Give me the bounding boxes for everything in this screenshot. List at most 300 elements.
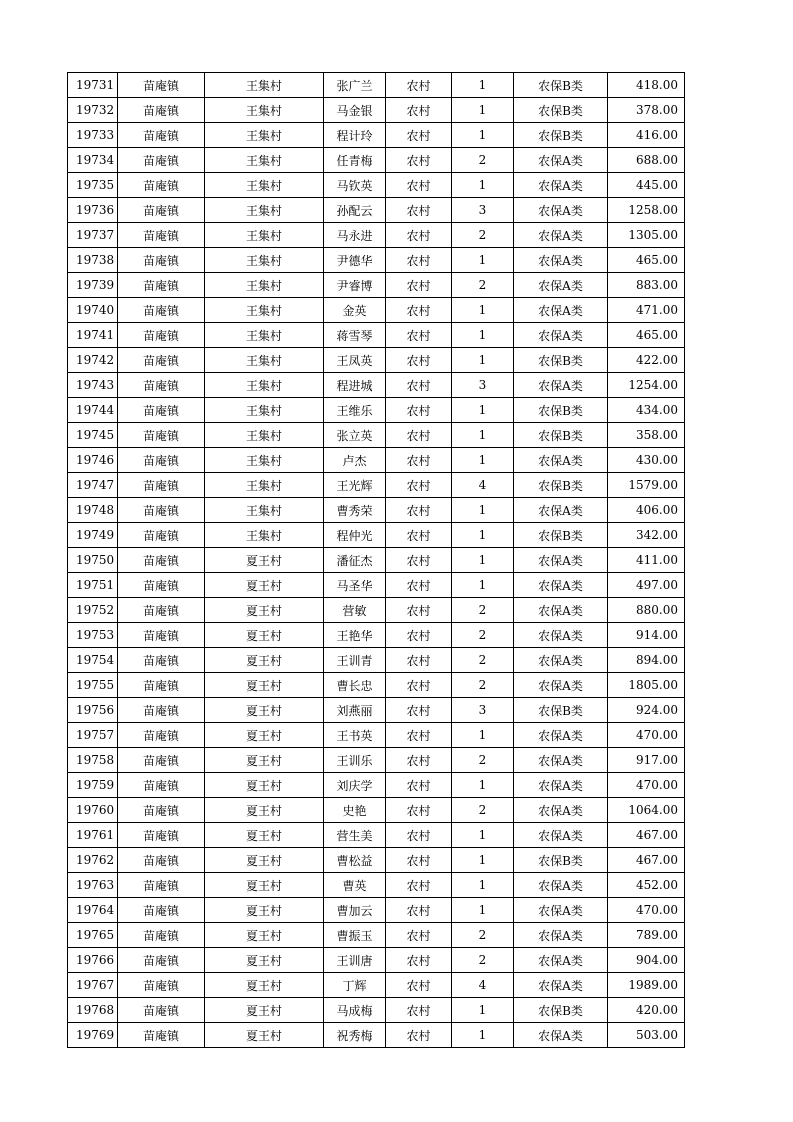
person-count-cell: 1 xyxy=(452,98,514,123)
insurance-category-cell: 农保A类 xyxy=(514,923,608,948)
record-id-cell: 19740 xyxy=(68,298,118,323)
table-row xyxy=(68,223,685,248)
town-cell: 苗庵镇 xyxy=(118,998,205,1023)
name-cell: 王训唐 xyxy=(324,948,386,973)
name-cell: 刘燕丽 xyxy=(324,698,386,723)
village-cell: 夏王村 xyxy=(205,773,324,798)
village-cell: 夏王村 xyxy=(205,648,324,673)
record-id-cell: 19749 xyxy=(68,523,118,548)
table-row xyxy=(68,323,685,348)
table-row xyxy=(68,848,685,873)
table-row xyxy=(68,448,685,473)
town-cell: 苗庵镇 xyxy=(118,748,205,773)
amount-cell: 1258.00 xyxy=(608,198,685,223)
record-id-cell: 19767 xyxy=(68,973,118,998)
amount-cell: 467.00 xyxy=(608,823,685,848)
record-id-cell: 19763 xyxy=(68,873,118,898)
amount-cell: 406.00 xyxy=(608,498,685,523)
record-id-cell: 19738 xyxy=(68,248,118,273)
town-cell: 苗庵镇 xyxy=(118,448,205,473)
household-type-cell: 农村 xyxy=(386,373,452,398)
record-id-cell: 19762 xyxy=(68,848,118,873)
name-cell: 程进城 xyxy=(324,373,386,398)
household-type-cell: 农村 xyxy=(386,598,452,623)
insurance-category-cell: 农保A类 xyxy=(514,798,608,823)
amount-cell: 883.00 xyxy=(608,273,685,298)
record-id-cell: 19766 xyxy=(68,948,118,973)
person-count-cell: 2 xyxy=(452,798,514,823)
village-cell: 夏王村 xyxy=(205,873,324,898)
town-cell: 苗庵镇 xyxy=(118,898,205,923)
table-row xyxy=(68,623,685,648)
household-type-cell: 农村 xyxy=(386,773,452,798)
village-cell: 夏王村 xyxy=(205,673,324,698)
insurance-category-cell: 农保A类 xyxy=(514,723,608,748)
name-cell: 丁辉 xyxy=(324,973,386,998)
person-count-cell: 1 xyxy=(452,423,514,448)
insurance-category-cell: 农保A类 xyxy=(514,598,608,623)
record-id-cell: 19758 xyxy=(68,748,118,773)
household-type-cell: 农村 xyxy=(386,123,452,148)
insurance-category-cell: 农保B类 xyxy=(514,998,608,1023)
table-row xyxy=(68,823,685,848)
table-row xyxy=(68,948,685,973)
household-type-cell: 农村 xyxy=(386,948,452,973)
household-type-cell: 农村 xyxy=(386,798,452,823)
insurance-category-cell: 农保A类 xyxy=(514,823,608,848)
village-cell: 王集村 xyxy=(205,448,324,473)
person-count-cell: 1 xyxy=(452,398,514,423)
table-row xyxy=(68,198,685,223)
amount-cell: 503.00 xyxy=(608,1023,685,1048)
name-cell: 曹秀荣 xyxy=(324,498,386,523)
town-cell: 苗庵镇 xyxy=(118,848,205,873)
amount-cell: 470.00 xyxy=(608,773,685,798)
insurance-category-cell: 农保A类 xyxy=(514,223,608,248)
person-count-cell: 1 xyxy=(452,773,514,798)
person-count-cell: 1 xyxy=(452,998,514,1023)
record-id-cell: 19769 xyxy=(68,1023,118,1048)
person-count-cell: 1 xyxy=(452,348,514,373)
amount-cell: 917.00 xyxy=(608,748,685,773)
table-row xyxy=(68,298,685,323)
table-row xyxy=(68,398,685,423)
record-id-cell: 19750 xyxy=(68,548,118,573)
village-cell: 王集村 xyxy=(205,323,324,348)
table-row xyxy=(68,73,685,98)
household-type-cell: 农村 xyxy=(386,98,452,123)
household-type-cell: 农村 xyxy=(386,923,452,948)
table-row xyxy=(68,673,685,698)
household-type-cell: 农村 xyxy=(386,1023,452,1048)
name-cell: 马成梅 xyxy=(324,998,386,1023)
insurance-category-cell: 农保B类 xyxy=(514,473,608,498)
insurance-category-cell: 农保B类 xyxy=(514,348,608,373)
village-cell: 王集村 xyxy=(205,173,324,198)
insurance-category-cell: 农保B类 xyxy=(514,848,608,873)
village-cell: 王集村 xyxy=(205,123,324,148)
record-id-cell: 19732 xyxy=(68,98,118,123)
name-cell: 马钦英 xyxy=(324,173,386,198)
household-type-cell: 农村 xyxy=(386,648,452,673)
name-cell: 曹长忠 xyxy=(324,673,386,698)
village-cell: 王集村 xyxy=(205,248,324,273)
table-row xyxy=(68,973,685,998)
amount-cell: 894.00 xyxy=(608,648,685,673)
name-cell: 曹振玉 xyxy=(324,923,386,948)
name-cell: 尹德华 xyxy=(324,248,386,273)
insurance-category-cell: 农保A类 xyxy=(514,948,608,973)
amount-cell: 358.00 xyxy=(608,423,685,448)
person-count-cell: 2 xyxy=(452,273,514,298)
village-cell: 王集村 xyxy=(205,348,324,373)
person-count-cell: 2 xyxy=(452,648,514,673)
town-cell: 苗庵镇 xyxy=(118,723,205,748)
table-row xyxy=(68,898,685,923)
name-cell: 刘庆学 xyxy=(324,773,386,798)
town-cell: 苗庵镇 xyxy=(118,248,205,273)
name-cell: 祝秀梅 xyxy=(324,1023,386,1048)
name-cell: 王凤英 xyxy=(324,348,386,373)
person-count-cell: 2 xyxy=(452,148,514,173)
household-type-cell: 农村 xyxy=(386,898,452,923)
table-row xyxy=(68,748,685,773)
town-cell: 苗庵镇 xyxy=(118,398,205,423)
town-cell: 苗庵镇 xyxy=(118,973,205,998)
person-count-cell: 1 xyxy=(452,248,514,273)
village-cell: 王集村 xyxy=(205,523,324,548)
town-cell: 苗庵镇 xyxy=(118,548,205,573)
person-count-cell: 1 xyxy=(452,498,514,523)
insurance-category-cell: 农保A类 xyxy=(514,498,608,523)
insurance-category-cell: 农保A类 xyxy=(514,148,608,173)
insurance-category-cell: 农保B类 xyxy=(514,398,608,423)
person-count-cell: 2 xyxy=(452,948,514,973)
record-id-cell: 19743 xyxy=(68,373,118,398)
town-cell: 苗庵镇 xyxy=(118,523,205,548)
record-id-cell: 19735 xyxy=(68,173,118,198)
village-cell: 夏王村 xyxy=(205,998,324,1023)
insurance-category-cell: 农保A类 xyxy=(514,298,608,323)
person-count-cell: 1 xyxy=(452,1023,514,1048)
village-cell: 夏王村 xyxy=(205,823,324,848)
village-cell: 王集村 xyxy=(205,423,324,448)
household-type-cell: 农村 xyxy=(386,673,452,698)
table-row xyxy=(68,98,685,123)
insurance-category-cell: 农保A类 xyxy=(514,648,608,673)
town-cell: 苗庵镇 xyxy=(118,198,205,223)
record-id-cell: 19761 xyxy=(68,823,118,848)
household-type-cell: 农村 xyxy=(386,423,452,448)
record-id-cell: 19759 xyxy=(68,773,118,798)
town-cell: 苗庵镇 xyxy=(118,798,205,823)
household-type-cell: 农村 xyxy=(386,873,452,898)
household-type-cell: 农村 xyxy=(386,848,452,873)
town-cell: 苗庵镇 xyxy=(118,923,205,948)
amount-cell: 452.00 xyxy=(608,873,685,898)
name-cell: 蒋雪琴 xyxy=(324,323,386,348)
village-cell: 夏王村 xyxy=(205,798,324,823)
table-row xyxy=(68,773,685,798)
town-cell: 苗庵镇 xyxy=(118,823,205,848)
person-count-cell: 2 xyxy=(452,623,514,648)
table-row xyxy=(68,698,685,723)
name-cell: 程仲光 xyxy=(324,523,386,548)
household-type-cell: 农村 xyxy=(386,248,452,273)
household-type-cell: 农村 xyxy=(386,573,452,598)
person-count-cell: 1 xyxy=(452,723,514,748)
town-cell: 苗庵镇 xyxy=(118,623,205,648)
name-cell: 张广兰 xyxy=(324,73,386,98)
name-cell: 马圣华 xyxy=(324,573,386,598)
record-id-cell: 19764 xyxy=(68,898,118,923)
village-cell: 夏王村 xyxy=(205,1023,324,1048)
person-count-cell: 1 xyxy=(452,123,514,148)
name-cell: 王训青 xyxy=(324,648,386,673)
town-cell: 苗庵镇 xyxy=(118,498,205,523)
insurance-category-cell: 农保A类 xyxy=(514,573,608,598)
name-cell: 马金银 xyxy=(324,98,386,123)
household-type-cell: 农村 xyxy=(386,398,452,423)
amount-cell: 470.00 xyxy=(608,723,685,748)
table-row xyxy=(68,573,685,598)
household-type-cell: 农村 xyxy=(386,73,452,98)
table-row xyxy=(68,423,685,448)
name-cell: 史艳 xyxy=(324,798,386,823)
name-cell: 王书英 xyxy=(324,723,386,748)
amount-cell: 1805.00 xyxy=(608,673,685,698)
table-row xyxy=(68,148,685,173)
household-type-cell: 农村 xyxy=(386,323,452,348)
amount-cell: 471.00 xyxy=(608,298,685,323)
town-cell: 苗庵镇 xyxy=(118,773,205,798)
village-cell: 王集村 xyxy=(205,298,324,323)
village-cell: 夏王村 xyxy=(205,973,324,998)
record-id-cell: 19731 xyxy=(68,73,118,98)
amount-cell: 418.00 xyxy=(608,73,685,98)
name-cell: 张立英 xyxy=(324,423,386,448)
household-type-cell: 农村 xyxy=(386,273,452,298)
village-cell: 夏王村 xyxy=(205,923,324,948)
insurance-category-cell: 农保A类 xyxy=(514,673,608,698)
person-count-cell: 1 xyxy=(452,848,514,873)
name-cell: 营敏 xyxy=(324,598,386,623)
name-cell: 任青梅 xyxy=(324,148,386,173)
insurance-category-cell: 农保B类 xyxy=(514,698,608,723)
village-cell: 王集村 xyxy=(205,73,324,98)
table-row xyxy=(68,598,685,623)
village-cell: 夏王村 xyxy=(205,623,324,648)
person-count-cell: 1 xyxy=(452,898,514,923)
town-cell: 苗庵镇 xyxy=(118,273,205,298)
village-cell: 王集村 xyxy=(205,498,324,523)
amount-cell: 378.00 xyxy=(608,98,685,123)
village-cell: 夏王村 xyxy=(205,723,324,748)
household-type-cell: 农村 xyxy=(386,223,452,248)
village-cell: 夏王村 xyxy=(205,698,324,723)
name-cell: 王艳华 xyxy=(324,623,386,648)
town-cell: 苗庵镇 xyxy=(118,173,205,198)
town-cell: 苗庵镇 xyxy=(118,873,205,898)
record-id-cell: 19748 xyxy=(68,498,118,523)
person-count-cell: 1 xyxy=(452,173,514,198)
village-cell: 王集村 xyxy=(205,223,324,248)
record-id-cell: 19736 xyxy=(68,198,118,223)
insurance-category-cell: 农保A类 xyxy=(514,623,608,648)
person-count-cell: 2 xyxy=(452,673,514,698)
table-row xyxy=(68,998,685,1023)
insurance-category-cell: 农保B类 xyxy=(514,523,608,548)
person-count-cell: 2 xyxy=(452,598,514,623)
record-id-cell: 19765 xyxy=(68,923,118,948)
amount-cell: 465.00 xyxy=(608,323,685,348)
village-cell: 王集村 xyxy=(205,373,324,398)
village-cell: 夏王村 xyxy=(205,748,324,773)
record-id-cell: 19733 xyxy=(68,123,118,148)
record-id-cell: 19768 xyxy=(68,998,118,1023)
table-row xyxy=(68,873,685,898)
name-cell: 卢杰 xyxy=(324,448,386,473)
name-cell: 金英 xyxy=(324,298,386,323)
town-cell: 苗庵镇 xyxy=(118,673,205,698)
insurance-category-cell: 农保A类 xyxy=(514,748,608,773)
amount-cell: 1305.00 xyxy=(608,223,685,248)
village-cell: 王集村 xyxy=(205,398,324,423)
amount-cell: 1254.00 xyxy=(608,373,685,398)
name-cell: 潘征杰 xyxy=(324,548,386,573)
record-id-cell: 19754 xyxy=(68,648,118,673)
amount-cell: 422.00 xyxy=(608,348,685,373)
table-row xyxy=(68,1023,685,1048)
household-type-cell: 农村 xyxy=(386,823,452,848)
amount-cell: 904.00 xyxy=(608,948,685,973)
name-cell: 程计玲 xyxy=(324,123,386,148)
table-row xyxy=(68,798,685,823)
household-type-cell: 农村 xyxy=(386,973,452,998)
name-cell: 曹松益 xyxy=(324,848,386,873)
name-cell: 孙配云 xyxy=(324,198,386,223)
amount-cell: 924.00 xyxy=(608,698,685,723)
town-cell: 苗庵镇 xyxy=(118,648,205,673)
village-cell: 夏王村 xyxy=(205,898,324,923)
table-row xyxy=(68,498,685,523)
amount-cell: 470.00 xyxy=(608,898,685,923)
household-type-cell: 农村 xyxy=(386,748,452,773)
record-id-cell: 19739 xyxy=(68,273,118,298)
amount-cell: 467.00 xyxy=(608,848,685,873)
person-count-cell: 3 xyxy=(452,198,514,223)
name-cell: 王训乐 xyxy=(324,748,386,773)
person-count-cell: 4 xyxy=(452,973,514,998)
household-type-cell: 农村 xyxy=(386,173,452,198)
insurance-category-cell: 农保A类 xyxy=(514,1023,608,1048)
town-cell: 苗庵镇 xyxy=(118,373,205,398)
record-id-cell: 19742 xyxy=(68,348,118,373)
insurance-category-cell: 农保B类 xyxy=(514,423,608,448)
household-type-cell: 农村 xyxy=(386,698,452,723)
town-cell: 苗庵镇 xyxy=(118,423,205,448)
amount-cell: 465.00 xyxy=(608,248,685,273)
town-cell: 苗庵镇 xyxy=(118,323,205,348)
town-cell: 苗庵镇 xyxy=(118,223,205,248)
table-row xyxy=(68,173,685,198)
name-cell: 尹睿博 xyxy=(324,273,386,298)
name-cell: 王光辉 xyxy=(324,473,386,498)
person-count-cell: 1 xyxy=(452,73,514,98)
insurance-category-cell: 农保A类 xyxy=(514,173,608,198)
town-cell: 苗庵镇 xyxy=(118,348,205,373)
insurance-category-cell: 农保A类 xyxy=(514,448,608,473)
amount-cell: 342.00 xyxy=(608,523,685,548)
insurance-category-cell: 农保B类 xyxy=(514,123,608,148)
record-id-cell: 19760 xyxy=(68,798,118,823)
table-row xyxy=(68,348,685,373)
table-row xyxy=(68,373,685,398)
village-cell: 王集村 xyxy=(205,148,324,173)
household-type-cell: 农村 xyxy=(386,623,452,648)
village-cell: 夏王村 xyxy=(205,948,324,973)
data-table xyxy=(67,72,685,1048)
amount-cell: 914.00 xyxy=(608,623,685,648)
insurance-category-cell: 农保A类 xyxy=(514,373,608,398)
insurance-category-cell: 农保B类 xyxy=(514,73,608,98)
person-count-cell: 3 xyxy=(452,698,514,723)
name-cell: 曹英 xyxy=(324,873,386,898)
person-count-cell: 1 xyxy=(452,873,514,898)
name-cell: 曹加云 xyxy=(324,898,386,923)
town-cell: 苗庵镇 xyxy=(118,598,205,623)
record-id-cell: 19753 xyxy=(68,623,118,648)
amount-cell: 880.00 xyxy=(608,598,685,623)
insurance-category-cell: 农保A类 xyxy=(514,973,608,998)
village-cell: 王集村 xyxy=(205,273,324,298)
amount-cell: 1989.00 xyxy=(608,973,685,998)
amount-cell: 1064.00 xyxy=(608,798,685,823)
person-count-cell: 1 xyxy=(452,823,514,848)
insurance-category-cell: 农保A类 xyxy=(514,898,608,923)
table-row xyxy=(68,273,685,298)
town-cell: 苗庵镇 xyxy=(118,73,205,98)
household-type-cell: 农村 xyxy=(386,523,452,548)
town-cell: 苗庵镇 xyxy=(118,1023,205,1048)
person-count-cell: 2 xyxy=(452,223,514,248)
household-type-cell: 农村 xyxy=(386,348,452,373)
person-count-cell: 1 xyxy=(452,548,514,573)
person-count-cell: 1 xyxy=(452,448,514,473)
record-id-cell: 19741 xyxy=(68,323,118,348)
town-cell: 苗庵镇 xyxy=(118,98,205,123)
record-id-cell: 19746 xyxy=(68,448,118,473)
person-count-cell: 1 xyxy=(452,323,514,348)
village-cell: 王集村 xyxy=(205,473,324,498)
amount-cell: 420.00 xyxy=(608,998,685,1023)
town-cell: 苗庵镇 xyxy=(118,948,205,973)
village-cell: 王集村 xyxy=(205,98,324,123)
table-row xyxy=(68,648,685,673)
insurance-category-cell: 农保A类 xyxy=(514,323,608,348)
person-count-cell: 1 xyxy=(452,298,514,323)
household-type-cell: 农村 xyxy=(386,723,452,748)
record-id-cell: 19734 xyxy=(68,148,118,173)
household-type-cell: 农村 xyxy=(386,448,452,473)
village-cell: 夏王村 xyxy=(205,548,324,573)
amount-cell: 497.00 xyxy=(608,573,685,598)
record-id-cell: 19747 xyxy=(68,473,118,498)
insurance-category-cell: 农保A类 xyxy=(514,198,608,223)
household-type-cell: 农村 xyxy=(386,998,452,1023)
person-count-cell: 2 xyxy=(452,748,514,773)
person-count-cell: 4 xyxy=(452,473,514,498)
